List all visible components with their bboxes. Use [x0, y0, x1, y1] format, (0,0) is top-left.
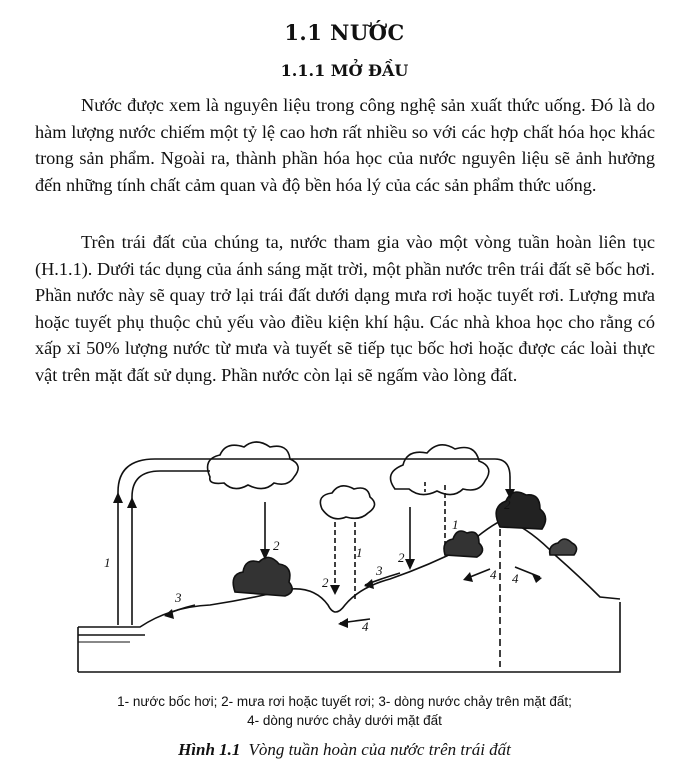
paragraph-intro: Nước được xem là nguyên liệu trong công nghệ sản xuất thức uống. Đó là do hàm lượng nước chiếm một tỷ lệ cao hơn rất nhiều so với các hợp chất hóa học khác trong sản phẩm. Ngoài ra, thành phần hóa học của nước nguyên liệu sẽ ảnh hưởng đến những tính chất cảm quan và độ bền hóa lý của các sản phẩm thức uống.	[35, 95, 655, 195]
label-surface-flow: 3	[175, 590, 182, 605]
ground-base	[78, 602, 620, 672]
figure-caption-text: Vòng tuần hoàn của nước trên trái đất	[248, 740, 511, 759]
water-cycle-diagram	[60, 437, 630, 677]
section-heading: 1.1 NƯỚC	[284, 20, 405, 45]
label-precipitation-mid: 2	[322, 575, 329, 590]
label-evaporation: 1	[104, 555, 111, 570]
label-evaporation-mid: 1	[356, 545, 363, 560]
label-precipitation-right: 2	[398, 550, 405, 565]
paragraph-water-cycle: Trên trái đất của chúng ta, nước tham gia vào một vòng tuần hoàn liên tục (H.1.1). Dưới tác dụng của ánh sáng mặt trời, một phần nước trên trái đất sẽ bốc hơi. Phần nước này sẽ quay trở lại trái đất dưới dạng mưa rơi hoặc tuyết rơi. Lượng mưa hoặc tuyết phụ thuộc chủ yếu vào điều kiện khí hậu. Các nhà khoa học cho rằng có xấp xỉ 50% lượng nước từ mưa và tuyết sẽ tiếp tục bốc hơi hoặc được các loài thực vật trên mặt đất sử dụng. Phần nước còn lại sẽ ngấm vào lòng đất.	[35, 232, 655, 385]
figure-caption-number: Hình 1.1	[178, 740, 241, 759]
terrain-surface	[78, 519, 620, 627]
subsection-heading: 1.1.1 MỞ ĐẦU	[280, 61, 409, 80]
figure-legend-line-1: 1- nước bốc hơi; 2- mưa rơi hoặc tuyết rơi; 3- dòng nước chảy trên mặt đất;	[117, 694, 572, 709]
label-surface-flow-mid: 3	[376, 563, 383, 578]
figure-legend-line-2: 4- dòng nước chảy dưới mặt đất	[247, 713, 442, 728]
cloud-left	[208, 442, 299, 489]
cloud-right	[391, 445, 489, 495]
trees-left	[233, 557, 292, 596]
label-underground-flow-left: 4	[490, 567, 497, 582]
cloud-middle	[320, 486, 374, 519]
label-precipitation-peak: 2	[504, 497, 511, 512]
label-evaporation-right: 1	[452, 517, 459, 532]
label-underground-flow-right: 4	[512, 571, 519, 586]
trees-far	[550, 539, 577, 555]
label-precipitation: 2	[273, 538, 280, 553]
trees-right	[444, 531, 483, 557]
evaporation-path-inner	[132, 471, 210, 625]
figure-caption	[0, 740, 689, 760]
label-underground-flow: 4	[362, 619, 369, 634]
